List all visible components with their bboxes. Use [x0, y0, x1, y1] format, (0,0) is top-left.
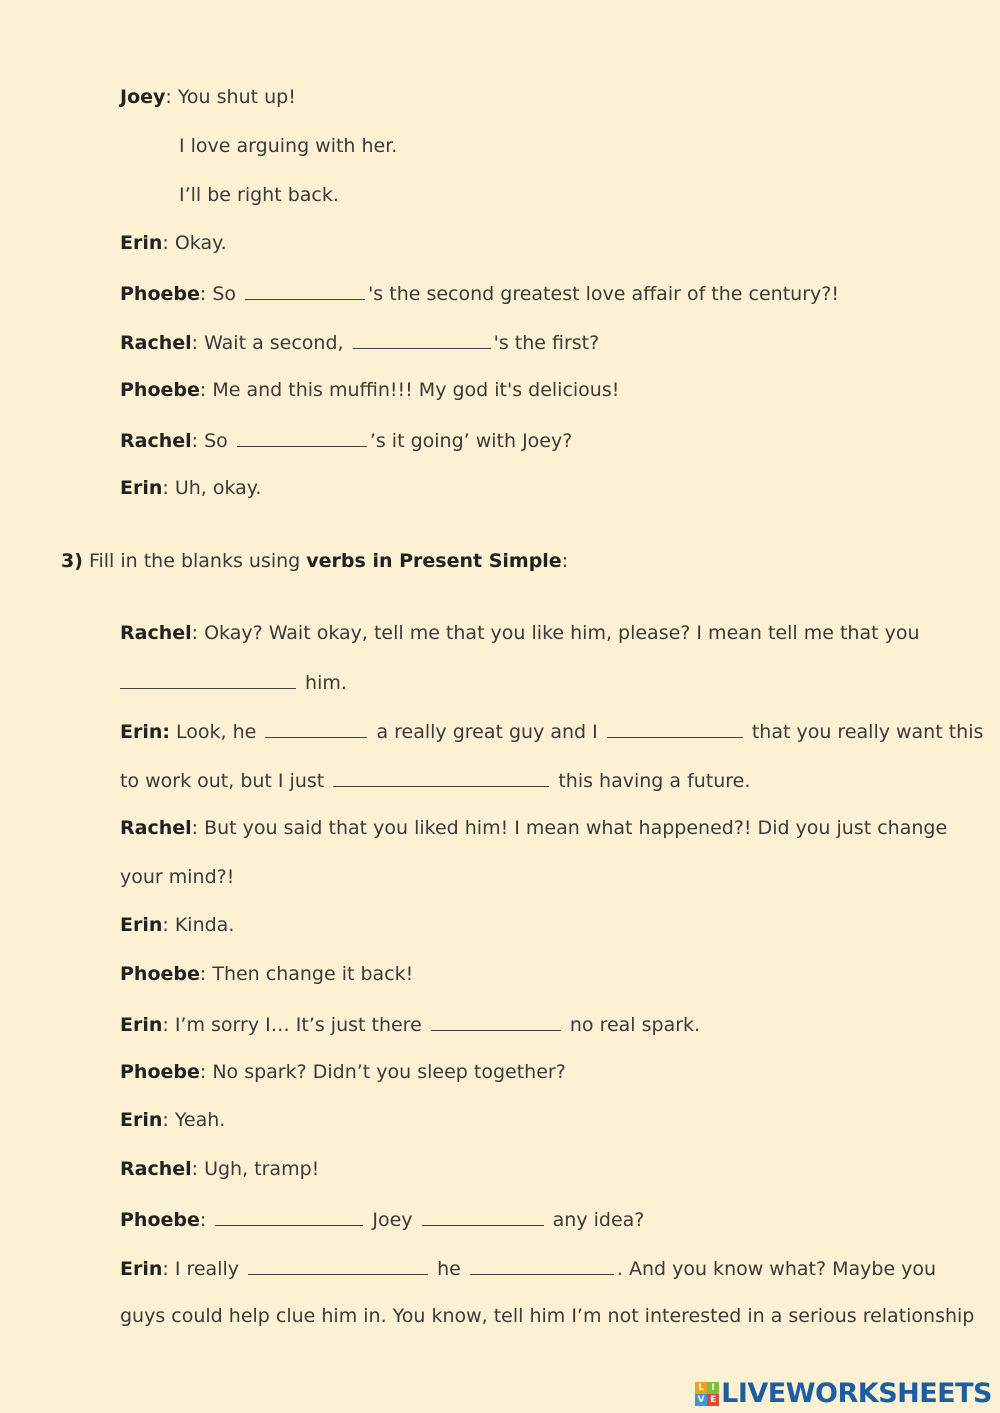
dialogue-text: 's the first?: [493, 332, 600, 354]
brand-name: LIVEWORKSHEETS: [721, 1378, 992, 1409]
live-icon-letter: E: [707, 1394, 719, 1406]
dialogue-line-continued: guys could help clue him in. You know, tell him I’m not interested in a serious relationship: [120, 1305, 975, 1327]
dialogue-line-rachel: [120, 328, 599, 356]
dialogue-line-erin: [120, 717, 983, 745]
dialogue-text: : You shut up!: [165, 86, 296, 108]
answer-blank[interactable]: [607, 717, 743, 738]
live-icon-letter: I: [707, 1382, 719, 1394]
dialogue-line-rachel: [120, 815, 947, 841]
dialogue-text: Joey: [372, 1209, 413, 1231]
speaker-name: Rachel: [120, 332, 192, 354]
dialogue-text: : But you said that you liked him! I mean what happened?! Did you just change: [191, 817, 948, 839]
speaker-name: Erin:: [120, 721, 170, 743]
speaker-name: Erin: [120, 1258, 163, 1280]
dialogue-text: 's the second greatest love affair of the century?!: [368, 283, 839, 305]
dialogue-line-joey-continued: I love arguing with her.: [179, 135, 398, 157]
dialogue-text: :: [199, 1209, 207, 1231]
dialogue-line-joey-continued: I’ll be right back.: [179, 184, 339, 206]
answer-blank[interactable]: [215, 1205, 363, 1226]
dialogue-text: : Uh, okay.: [162, 477, 262, 499]
dialogue-text: . And you know what? Maybe you: [616, 1258, 937, 1280]
dialogue-line-erin: [120, 230, 227, 256]
speaker-name: Phoebe: [120, 963, 200, 985]
dialogue-line-rachel: [120, 620, 920, 646]
dialogue-text: : Kinda.: [162, 914, 235, 936]
dialogue-text: this having a future.: [558, 770, 751, 792]
speaker-name: Rachel: [120, 817, 192, 839]
speaker-name: Erin: [120, 1014, 163, 1036]
speaker-name: Rachel: [120, 622, 192, 644]
dialogue-line-phoebe: [120, 1205, 644, 1233]
dialogue-text: a really great guy and I: [376, 721, 598, 743]
dialogue-text: ’s it going’ with Joey?: [369, 430, 573, 452]
dialogue-line-erin: [120, 1107, 225, 1133]
dialogue-line-erin: [120, 475, 261, 501]
dialogue-text: : Then change it back!: [199, 963, 414, 985]
answer-blank[interactable]: [353, 328, 491, 349]
dialogue-text: : Okay.: [162, 232, 227, 254]
instruction-text: Fill in the blanks using: [82, 550, 307, 572]
speaker-name: Phoebe: [120, 283, 200, 305]
speaker-name: Erin: [120, 914, 163, 936]
speaker-name: Phoebe: [120, 1209, 200, 1231]
dialogue-line-rachel: [120, 426, 572, 454]
dialogue-text: : Wait a second,: [191, 332, 344, 354]
speaker-name: Erin: [120, 477, 163, 499]
dialogue-line-rachel: [120, 1156, 319, 1182]
dialogue-line-phoebe: [120, 279, 839, 307]
dialogue-line-continued: your mind?!: [120, 866, 235, 888]
answer-blank[interactable]: [245, 279, 365, 300]
live-icon-letter: V: [695, 1394, 707, 1406]
dialogue-text: to work out, but I just: [120, 770, 325, 792]
speaker-name: Rachel: [120, 430, 192, 452]
speaker-name: Phoebe: [120, 379, 200, 401]
speaker-name: Joey: [120, 86, 166, 108]
dialogue-line-phoebe: [120, 1059, 566, 1085]
dialogue-text: Look, he: [170, 721, 257, 743]
dialogue-line-continued: [120, 766, 750, 794]
dialogue-text: any idea?: [552, 1209, 645, 1231]
speaker-name: Erin: [120, 232, 163, 254]
instruction-text: :: [561, 550, 569, 572]
dialogue-text: : So: [191, 430, 228, 452]
dialogue-text: : Okay? Wait okay, tell me that you like him, please? I mean tell me that you: [191, 622, 920, 644]
speaker-name: Rachel: [120, 1158, 192, 1180]
answer-blank[interactable]: [333, 766, 549, 787]
exercise-instruction: [61, 548, 568, 574]
dialogue-text: : I really: [162, 1258, 240, 1280]
speaker-name: Erin: [120, 1109, 163, 1131]
dialogue-line-joey: [120, 84, 296, 110]
answer-blank[interactable]: [265, 717, 367, 738]
dialogue-text: : Me and this muffin!!! My god it's delicious!: [199, 379, 620, 401]
instruction-emphasis: verbs in Present Simple: [306, 550, 562, 572]
dialogue-text: : Yeah.: [162, 1109, 226, 1131]
dialogue-text: that you really want this: [751, 721, 984, 743]
answer-blank[interactable]: [470, 1254, 614, 1275]
dialogue-line-erin: [120, 1010, 700, 1038]
answer-blank[interactable]: [431, 1010, 561, 1031]
dialogue-text: : No spark? Didn’t you sleep together?: [199, 1061, 566, 1083]
speaker-name: Phoebe: [120, 1061, 200, 1083]
answer-blank[interactable]: [422, 1205, 544, 1226]
dialogue-text: : So: [199, 283, 237, 305]
dialogue-text: him.: [305, 672, 347, 694]
dialogue-line-phoebe: [120, 377, 619, 403]
live-icon: [695, 1382, 719, 1406]
dialogue-line-erin: [120, 1254, 936, 1282]
answer-blank[interactable]: [248, 1254, 428, 1275]
dialogue-text: he: [437, 1258, 461, 1280]
dialogue-line-phoebe: [120, 961, 413, 987]
exercise-number: 3): [61, 550, 83, 572]
dialogue-text: : Ugh, tramp!: [191, 1158, 320, 1180]
answer-blank[interactable]: [120, 668, 296, 689]
dialogue-line-continued: [120, 668, 347, 696]
dialogue-text: : I’m sorry I… It’s just there: [162, 1014, 422, 1036]
live-icon-letter: L: [695, 1382, 707, 1394]
dialogue-line-erin: [120, 912, 234, 938]
liveworksheets-logo: [695, 1378, 992, 1409]
answer-blank[interactable]: [237, 426, 367, 447]
dialogue-text: no real spark.: [569, 1014, 701, 1036]
